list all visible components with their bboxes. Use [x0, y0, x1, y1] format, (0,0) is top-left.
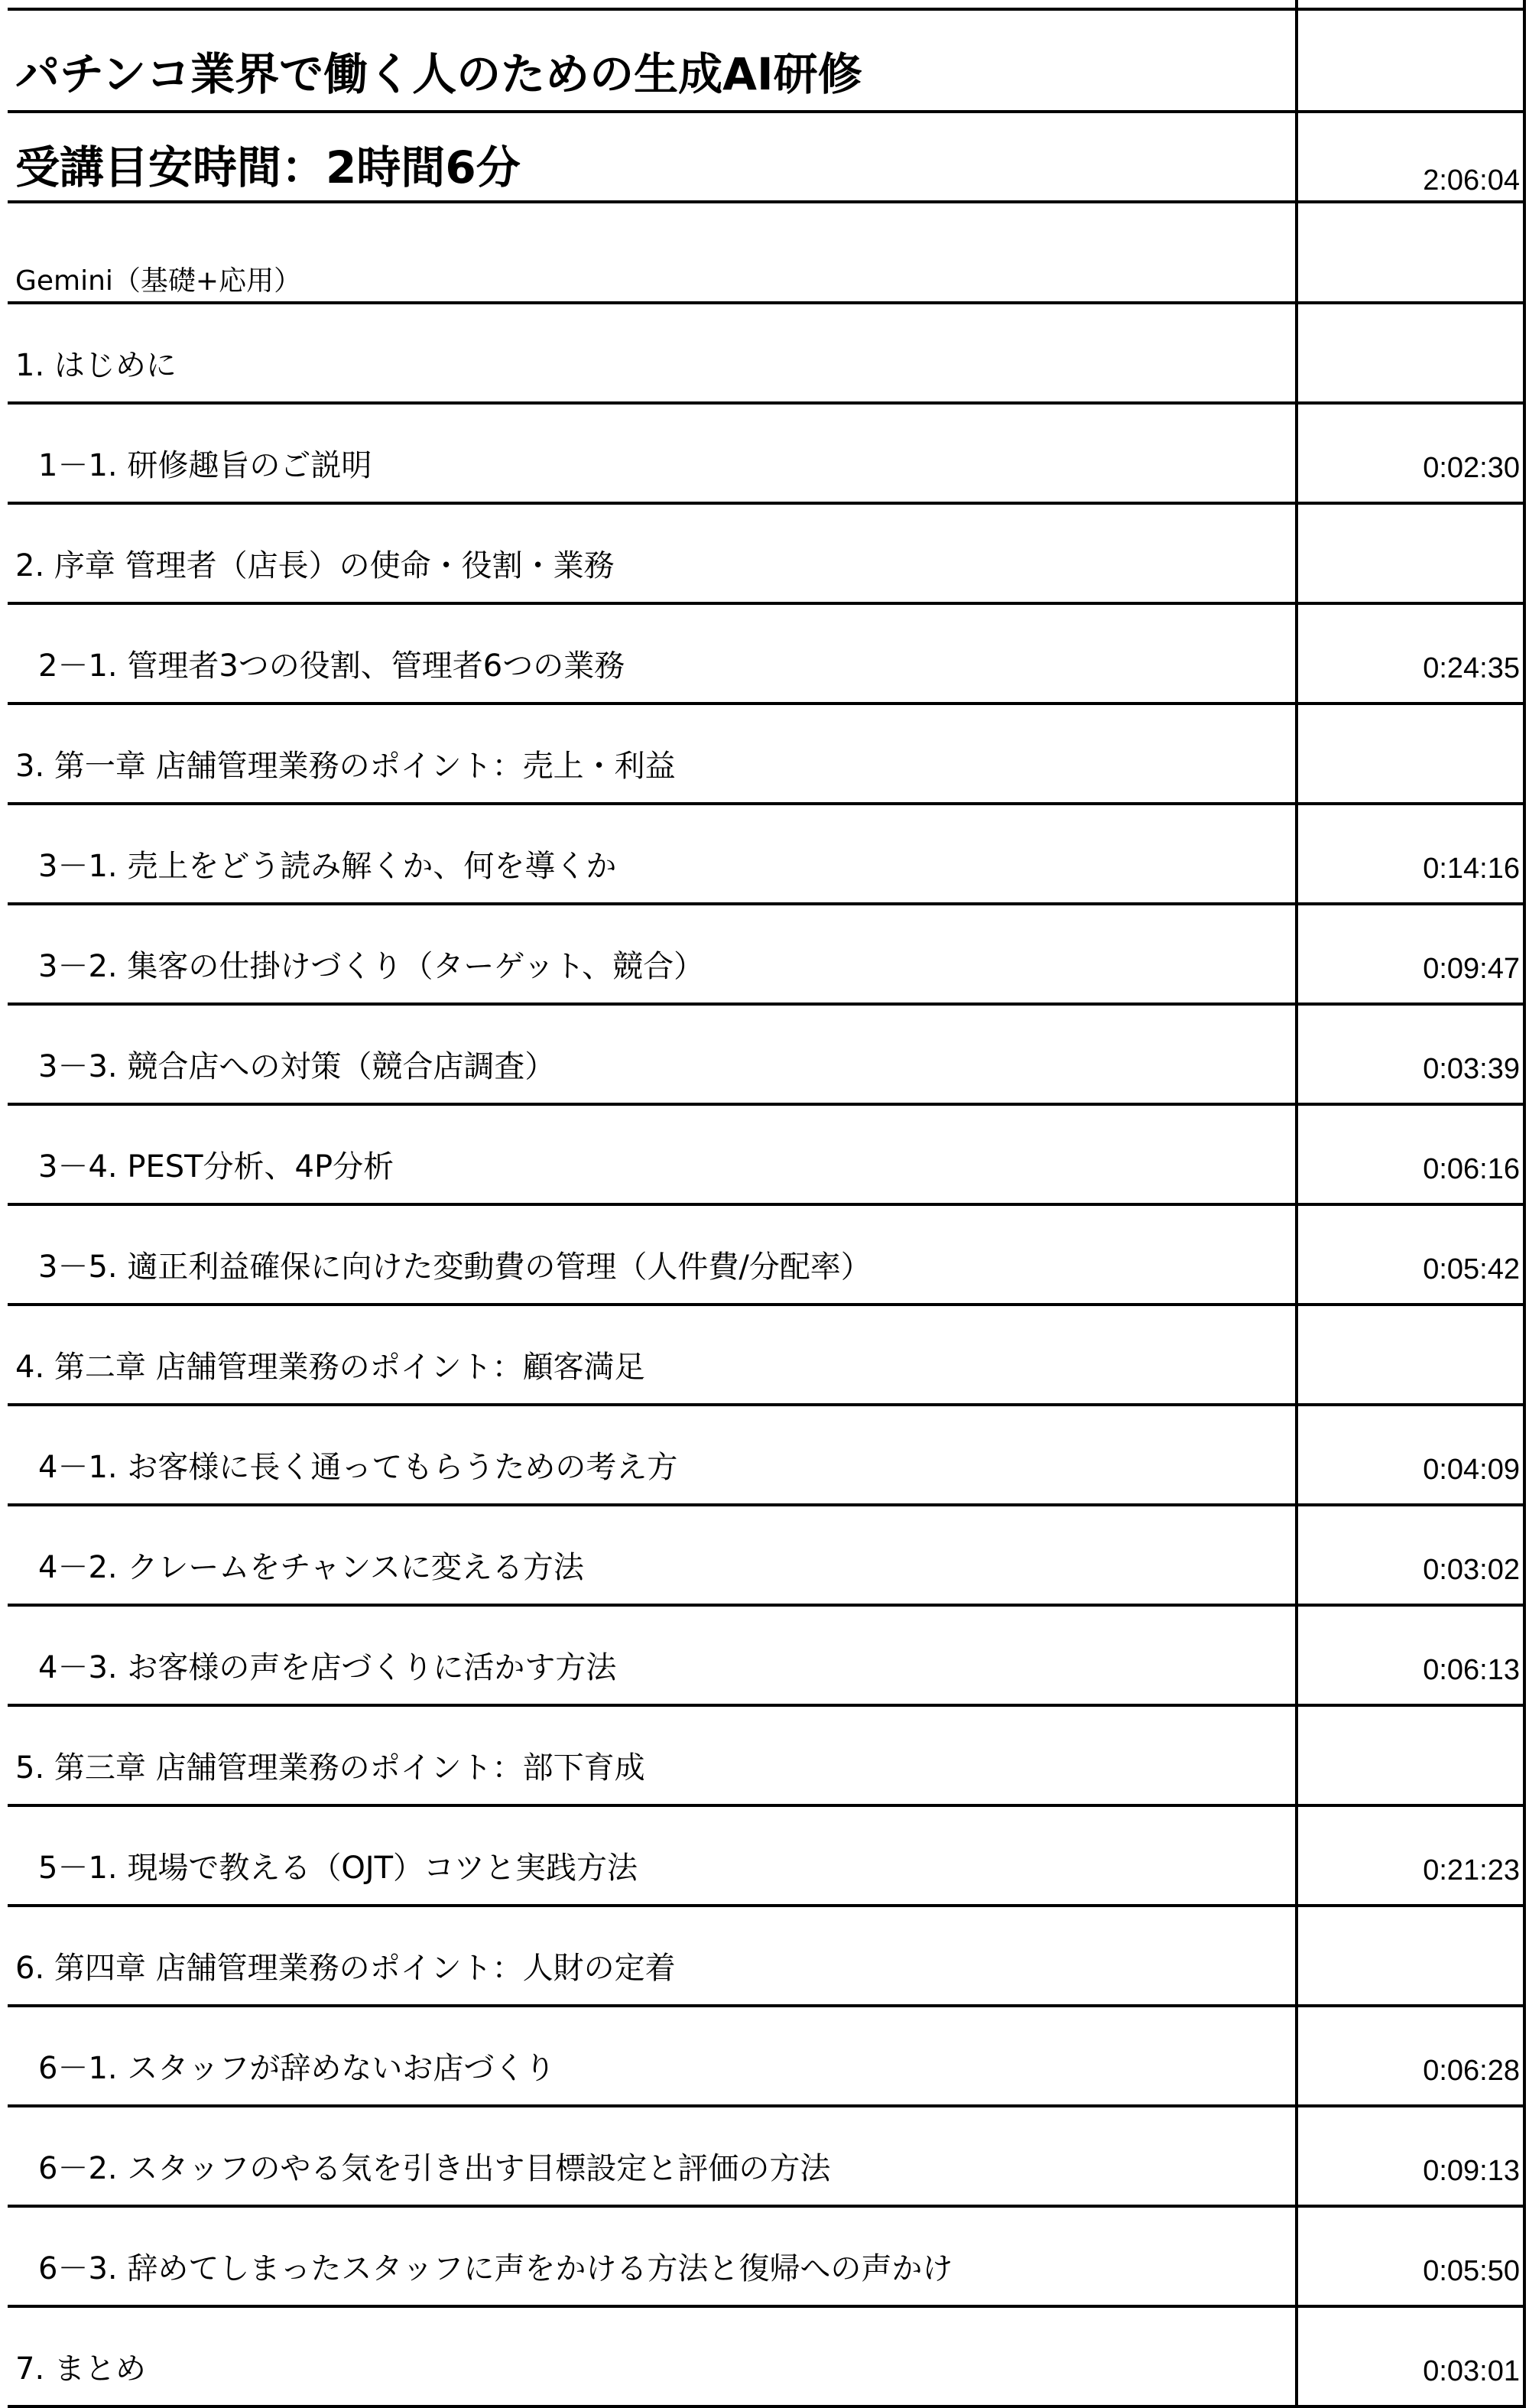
lesson-row — [8, 2106, 1524, 2206]
lesson-duration: 0:06:13 — [1297, 1605, 1524, 1705]
lesson-duration: 0:24:35 — [1297, 603, 1524, 704]
lesson-title: 3－4. PEST分析、4P分析 — [8, 1104, 1297, 1204]
lesson-title: 6－2. スタッフのやる気を引き出す目標設定と評価の方法 — [8, 2106, 1297, 2206]
chapter-title: 7. まとめ — [8, 2306, 1297, 2406]
duration-label: 受講目安時間：2時間6分 — [8, 112, 1297, 202]
lesson-duration: 0:02:30 — [1297, 403, 1524, 503]
lesson-row — [8, 1405, 1524, 1505]
chapter-row — [8, 2306, 1524, 2406]
lesson-row — [8, 603, 1524, 704]
total-duration: 2:06:04 — [1297, 112, 1524, 202]
lesson-duration: 0:06:16 — [1297, 1104, 1524, 1204]
chapter-title: 5. 第三章 店舗管理業務のポイント：部下育成 — [8, 1705, 1297, 1805]
chapter-row — [8, 503, 1524, 603]
lesson-duration: 0:05:42 — [1297, 1204, 1524, 1305]
chapter-row — [8, 704, 1524, 804]
lesson-title: 3－1. 売上をどう読み解くか、何を導くか — [8, 804, 1297, 904]
chapter-row — [8, 303, 1524, 403]
lesson-title: 5－1. 現場で教える（OJT）コツと実践方法 — [8, 1805, 1297, 1906]
lesson-title: 3－5. 適正利益確保に向けた変動費の管理（人件費/分配率） — [8, 1204, 1297, 1305]
title-time-cell — [1297, 9, 1524, 112]
chapter-duration — [1297, 704, 1524, 804]
lesson-duration: 0:14:16 — [1297, 804, 1524, 904]
chapter-duration — [1297, 1305, 1524, 1405]
lesson-row — [8, 403, 1524, 503]
lesson-title: 1－1. 研修趣旨のご説明 — [8, 403, 1297, 503]
lesson-row — [8, 2006, 1524, 2106]
lesson-title: 6－3. 辞めてしまったスタッフに声をかける方法と復帰への声かけ — [8, 2206, 1297, 2306]
lesson-row — [8, 1104, 1524, 1204]
course-name: Gemini（基礎+応用） — [8, 202, 1297, 303]
lesson-row — [8, 904, 1524, 1004]
curriculum-table — [8, 0, 1526, 2408]
top-spacer-time-cell — [1297, 0, 1524, 9]
lesson-duration: 0:03:02 — [1297, 1505, 1524, 1605]
course-time-cell — [1297, 202, 1524, 303]
chapter-title: 2. 序章 管理者（店長）の使命・役割・業務 — [8, 503, 1297, 603]
curriculum-table-body — [8, 0, 1524, 2406]
lesson-row — [8, 1805, 1524, 1906]
table-top-row — [8, 0, 1524, 9]
course-row — [8, 202, 1524, 303]
title-row — [8, 9, 1524, 112]
lesson-row — [8, 1204, 1524, 1305]
page-title: パチンコ業界で働く人のための生成AI研修 — [8, 9, 1297, 112]
chapter-title: 3. 第一章 店舗管理業務のポイント：売上・利益 — [8, 704, 1297, 804]
lesson-title: 6－1. スタッフが辞めないお店づくり — [8, 2006, 1297, 2106]
lesson-title: 4－2. クレームをチャンスに変える方法 — [8, 1505, 1297, 1605]
chapter-title: 1. はじめに — [8, 303, 1297, 403]
chapter-duration — [1297, 303, 1524, 403]
lesson-row — [8, 1605, 1524, 1705]
lesson-duration: 0:04:09 — [1297, 1405, 1524, 1505]
lesson-row — [8, 804, 1524, 904]
lesson-duration: 0:09:47 — [1297, 904, 1524, 1004]
chapter-row — [8, 1705, 1524, 1805]
lesson-title: 3－3. 競合店への対策（競合店調査） — [8, 1004, 1297, 1104]
chapter-duration — [1297, 1906, 1524, 2006]
lesson-row — [8, 1004, 1524, 1104]
lesson-duration: 0:03:39 — [1297, 1004, 1524, 1104]
lesson-duration: 0:21:23 — [1297, 1805, 1524, 1906]
chapter-duration — [1297, 503, 1524, 603]
chapter-duration: 0:03:01 — [1297, 2306, 1524, 2406]
chapter-title: 4. 第二章 店舗管理業務のポイント：顧客満足 — [8, 1305, 1297, 1405]
lesson-title: 4－3. お客様の声を店づくりに活かす方法 — [8, 1605, 1297, 1705]
lesson-duration: 0:06:28 — [1297, 2006, 1524, 2106]
duration-row — [8, 112, 1524, 202]
lesson-duration: 0:05:50 — [1297, 2206, 1524, 2306]
chapter-title: 6. 第四章 店舗管理業務のポイント：人財の定着 — [8, 1906, 1297, 2006]
lesson-row — [8, 2206, 1524, 2306]
lesson-row — [8, 1505, 1524, 1605]
lesson-title: 2－1. 管理者3つの役割、管理者6つの業務 — [8, 603, 1297, 704]
chapter-row — [8, 1906, 1524, 2006]
lesson-duration: 0:09:13 — [1297, 2106, 1524, 2206]
lesson-title: 3－2. 集客の仕掛けづくり（ターゲット、競合） — [8, 904, 1297, 1004]
lesson-title: 4－1. お客様に長く通ってもらうための考え方 — [8, 1405, 1297, 1505]
top-spacer-cell — [8, 0, 1297, 9]
chapter-row — [8, 1305, 1524, 1405]
chapter-duration — [1297, 1705, 1524, 1805]
